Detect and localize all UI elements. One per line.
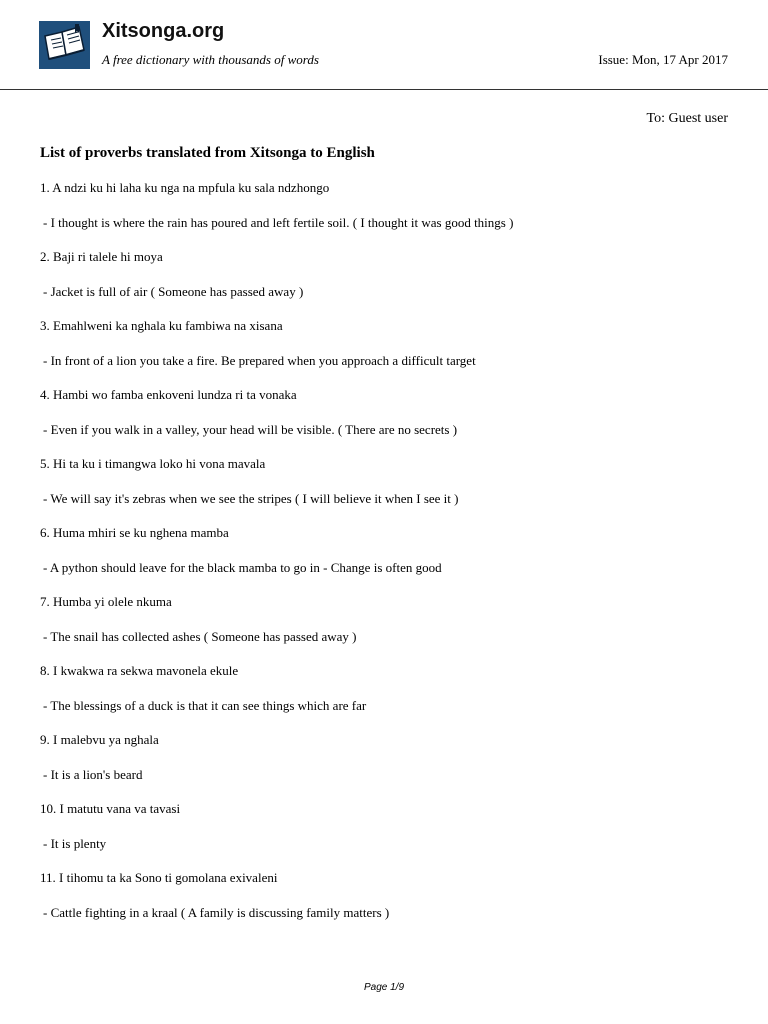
site-name[interactable]: Xitsonga.org	[102, 20, 225, 42]
proverb-text: 9. I malebvu ya nghala	[40, 732, 159, 747]
proverb-entry	[40, 247, 740, 316]
proverb-translation: - A python should leave for the black mamba to go in - Change is often good	[43, 559, 442, 575]
proverb-entry	[40, 178, 740, 247]
issue-date: Issue: Mon, 17 Apr 2017	[598, 52, 728, 67]
proverb-text: 1. A ndzi ku hi laha ku nga na mpfula ku sala ndzhongo	[40, 180, 330, 195]
proverb-text: 6. Huma mhiri se ku nghena mamba	[40, 525, 229, 540]
document-title: List of proverbs translated from Xitsonga to English	[40, 145, 375, 161]
proverb-text: 2. Baji ri talele hi moya	[40, 249, 163, 264]
proverb-text: 10. I matutu vana va tavasi	[40, 801, 181, 816]
proverb-translation: - Jacket is full of air ( Someone has passed away )	[43, 283, 304, 299]
proverb-translation: - It is plenty	[43, 835, 107, 851]
proverb-text: 3. Emahlweni ka nghala ku fambiwa na xisana	[40, 318, 283, 333]
proverb-entry	[40, 730, 740, 799]
open-book-icon	[39, 21, 90, 69]
recipient-label: To: Guest user	[646, 111, 728, 126]
proverb-text: 7. Humba yi olele nkuma	[40, 594, 172, 609]
proverb-translation: - We will say it's zebras when we see the stripes ( I will believe it when I see it )	[43, 490, 459, 506]
proverb-text: 11. I tihomu ta ka Sono ti gomolana exivaleni	[40, 870, 278, 885]
proverb-entry	[40, 661, 740, 730]
proverb-text: 4. Hambi wo famba enkoveni lundza ri ta vonaka	[40, 387, 297, 402]
proverb-text: 5. Hi ta ku i timangwa loko hi vona mavala	[40, 456, 266, 471]
proverb-entry	[40, 523, 740, 592]
proverb-entry	[40, 316, 740, 385]
proverb-list	[40, 178, 740, 937]
proverb-translation: - The snail has collected ashes ( Someone has passed away )	[43, 628, 357, 644]
proverb-translation: - It is a lion's beard	[43, 766, 143, 782]
proverb-translation: - I thought is where the rain has poured and left fertile soil. ( I thought it was good things )	[43, 214, 514, 230]
proverb-entry	[40, 868, 740, 937]
proverb-translation: - Even if you walk in a valley, your head will be visible. ( There are no secrets )	[43, 421, 458, 437]
proverb-entry	[40, 454, 740, 523]
proverb-entry	[40, 385, 740, 454]
proverb-translation: - In front of a lion you take a fire. Be prepared when you approach a difficult target	[43, 352, 476, 368]
site-tagline: A free dictionary with thousands of words	[102, 52, 319, 67]
proverb-entry	[40, 592, 740, 661]
proverb-translation: - The blessings of a duck is that it can see things which are far	[43, 697, 367, 713]
proverb-entry	[40, 799, 740, 868]
proverb-translation: - Cattle fighting in a kraal ( A family is discussing family matters )	[43, 904, 390, 920]
page-number: Page 1/9	[363, 982, 405, 993]
site-logo[interactable]	[39, 21, 90, 69]
proverb-text: 8. I kwakwa ra sekwa mavonela ekule	[40, 663, 239, 678]
header-divider	[0, 89, 768, 90]
